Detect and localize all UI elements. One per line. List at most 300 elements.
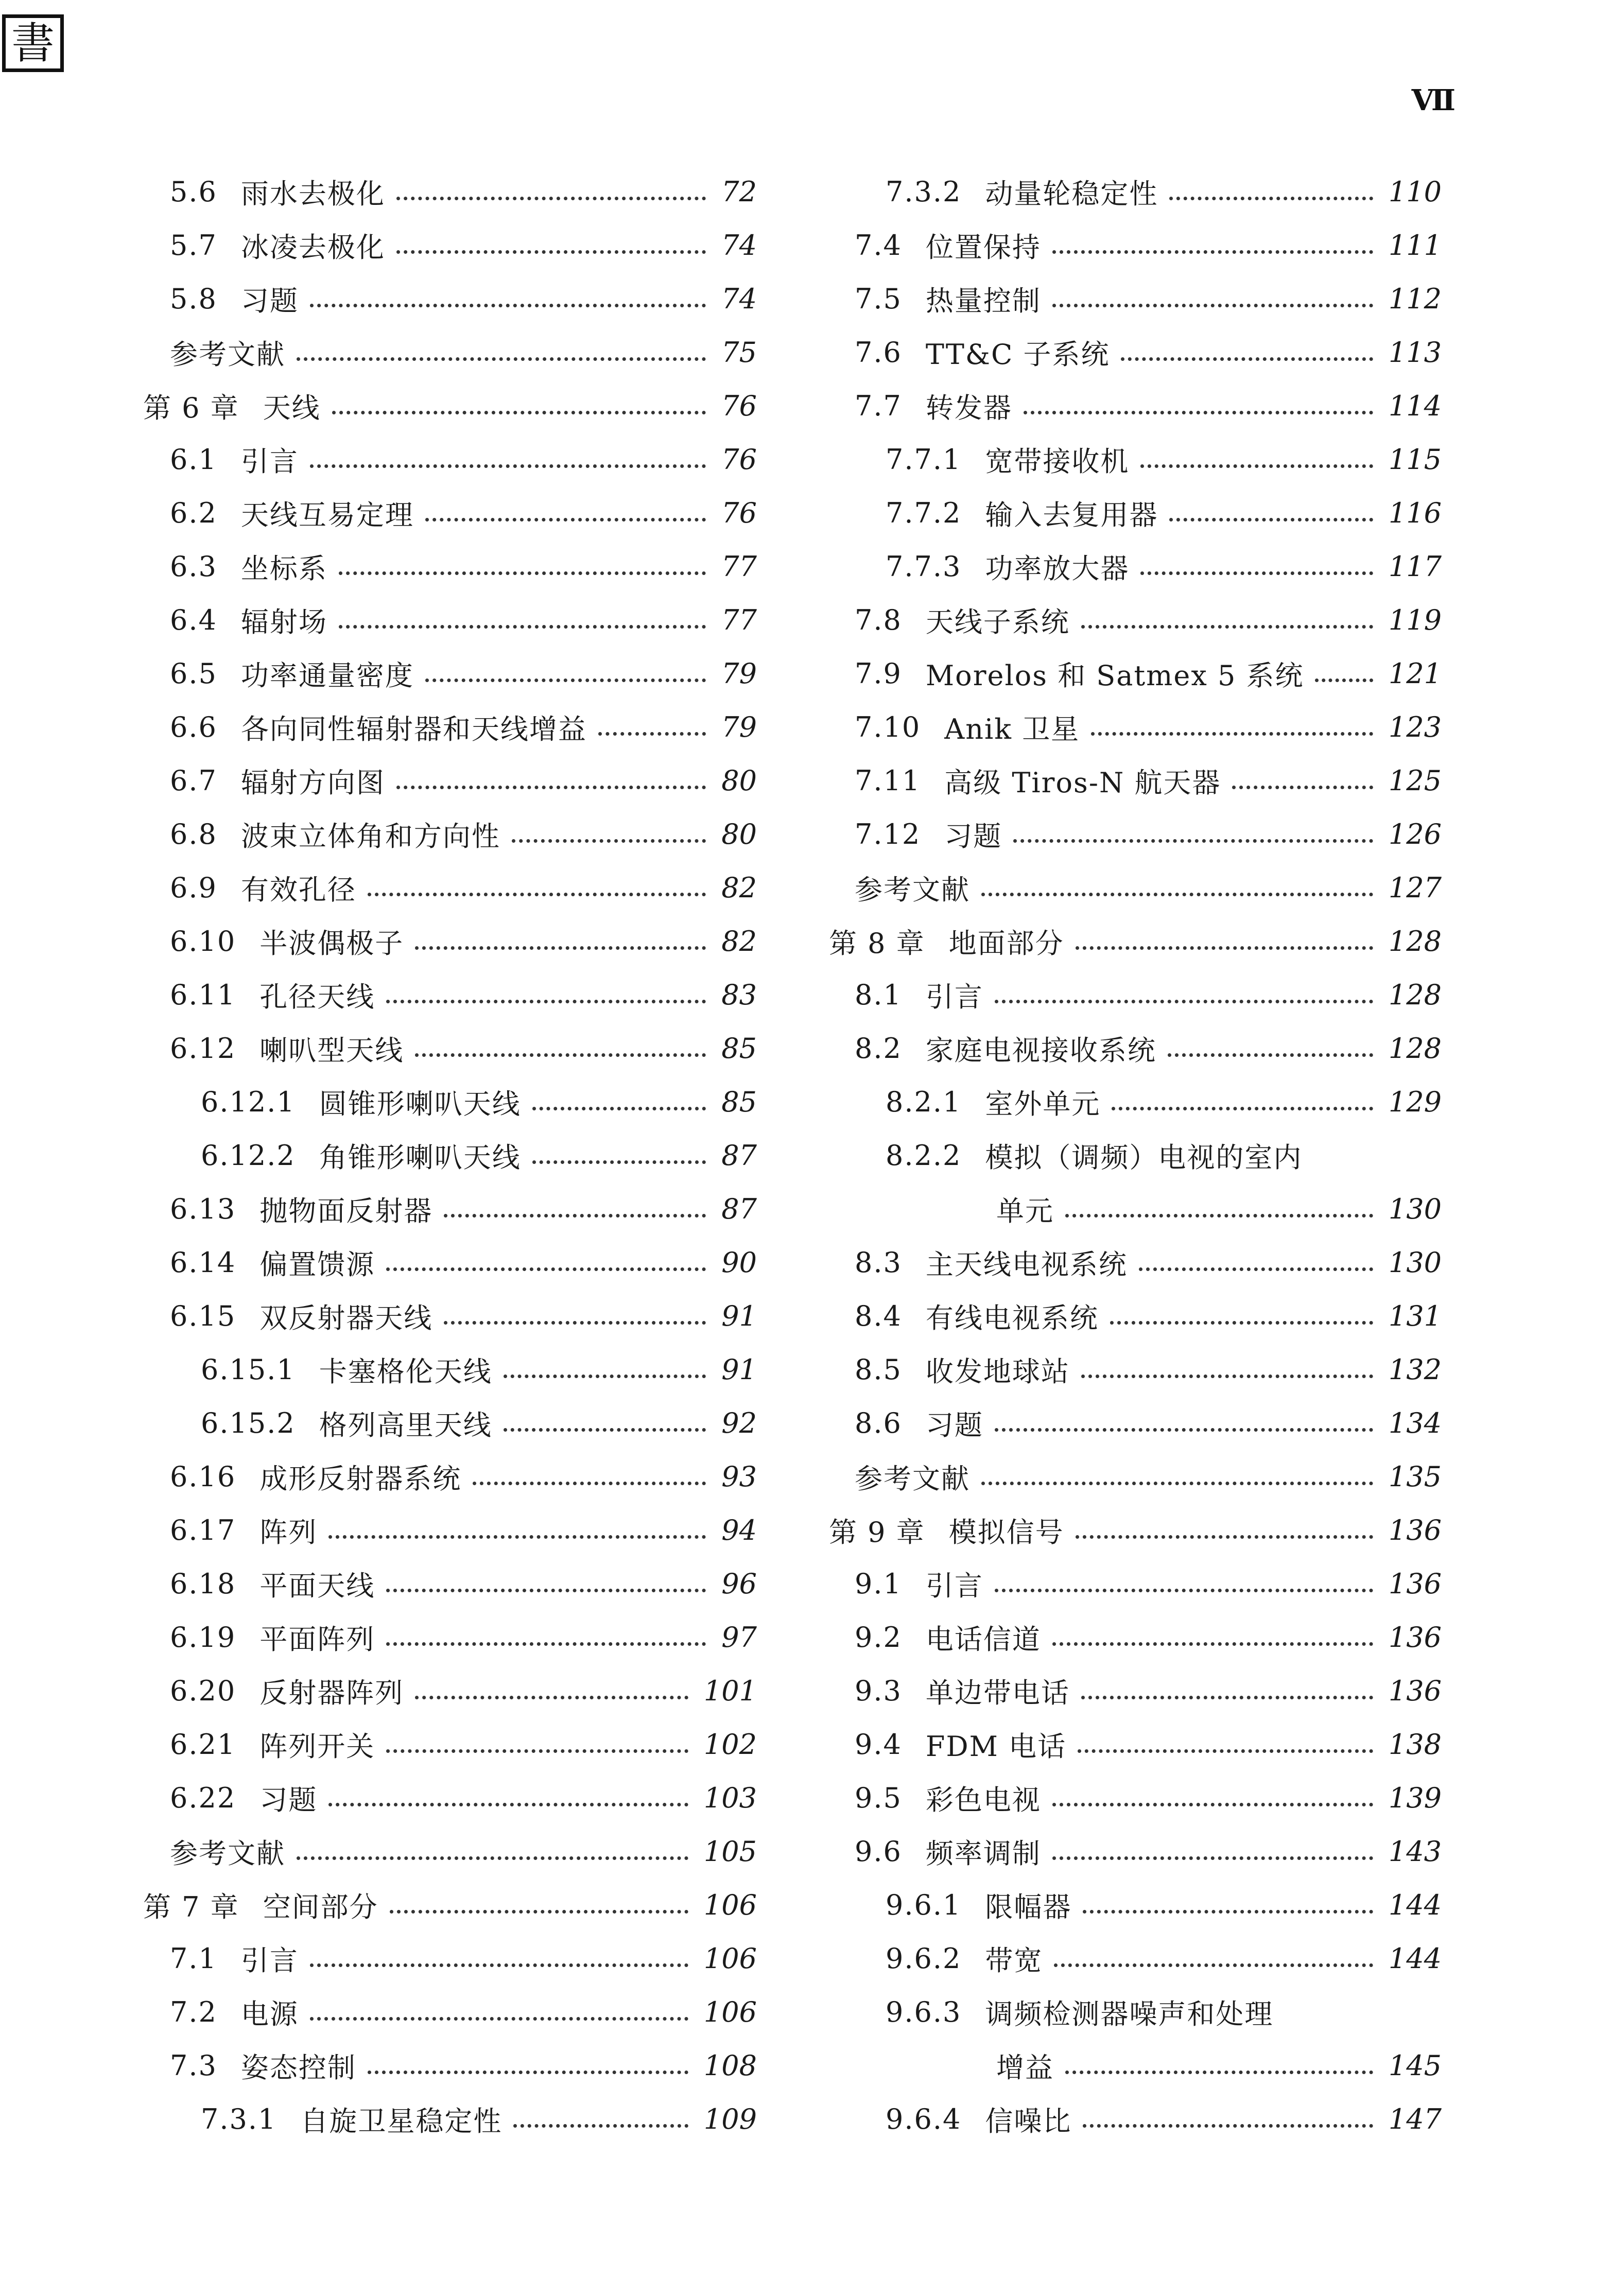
- toc-entry-number: 7.6: [855, 336, 902, 369]
- toc-entry-number: 9.6.2: [886, 1942, 962, 1975]
- toc-entry: [170, 1450, 757, 1503]
- toc-entry-title: 半波偶极子: [259, 927, 404, 960]
- toc-dot-leader: [1121, 329, 1373, 361]
- toc-dot-leader: [1013, 811, 1373, 843]
- toc-entry: [886, 1075, 1442, 1128]
- toc-entry-page: 116: [1388, 496, 1442, 529]
- toc-entry-number: 6.20: [170, 1674, 236, 1707]
- toc-entry-page: 92: [721, 1406, 757, 1439]
- toc-dot-leader: [532, 1079, 706, 1110]
- toc-entry: [855, 1717, 1442, 1771]
- toc-dot-leader: [390, 1882, 688, 1914]
- toc-entry-page: 131: [1388, 1299, 1442, 1332]
- toc-entry: [855, 272, 1442, 325]
- toc-entry-page: 77: [721, 550, 757, 583]
- toc-entry: [170, 1610, 757, 1664]
- toc-dot-leader: [981, 865, 1373, 896]
- toc-entry-number: 7.1: [170, 1942, 217, 1975]
- toc-entry-title: 调频检测器噪声和处理: [985, 1997, 1274, 2030]
- toc-entry-page: 129: [1388, 1085, 1442, 1118]
- toc-entry-title: 引言: [240, 445, 299, 478]
- toc-entry-number: 6.22: [170, 1781, 236, 1814]
- toc-entry: [855, 1771, 1442, 1824]
- toc-entry: [170, 914, 757, 968]
- toc-entry: [855, 1343, 1442, 1396]
- toc-dot-leader: [1052, 1775, 1373, 1806]
- toc-dot-leader: [386, 1240, 706, 1271]
- toc-entry-title: 家庭电视接收系统: [925, 1034, 1156, 1067]
- toc-entry: [170, 1771, 757, 1824]
- toc-entry-title: Anik 卫星: [944, 712, 1080, 745]
- toc-entry-page: 105: [703, 1835, 757, 1868]
- toc-entry-title: 平面天线: [259, 1569, 375, 1602]
- toc-entry-title: 波束立体角和方向性: [240, 820, 500, 853]
- toc-entry-number: 6.6: [170, 710, 217, 743]
- toc-entry: [886, 1985, 1442, 2039]
- toc-dot-leader: [513, 2096, 688, 2128]
- toc-dot-leader: [512, 811, 706, 843]
- toc-entry-page: 108: [703, 2049, 757, 2082]
- toc-entry-number: 7.4: [855, 229, 902, 262]
- toc-entry: [201, 2092, 757, 2146]
- toc-dot-leader: [386, 1561, 706, 1592]
- toc-entry-number: 6.3: [170, 550, 217, 583]
- toc-entry-number: 7.8: [855, 603, 902, 636]
- toc-dot-leader: [995, 1400, 1373, 1432]
- toc-entry-number: 9.6.4: [886, 2102, 962, 2135]
- toc-entry-title: 圆锥形喇叭天线: [319, 1087, 521, 1120]
- toc-entry: [170, 1182, 757, 1236]
- toc-entry: [170, 1717, 757, 1771]
- toc-entry-title: 雨水去极化: [240, 177, 385, 210]
- toc-entry-number: 7.7.1: [886, 443, 962, 476]
- toc-entry-title: 偏置馈源: [259, 1248, 375, 1281]
- toc-entry-title: 功率放大器: [985, 552, 1130, 585]
- toc-entry-title: 高级 Tiros-N 航天器: [944, 766, 1221, 799]
- toc-entry-page: 130: [1388, 1192, 1442, 1225]
- toc-entry: [996, 2039, 1442, 2092]
- toc-entry-title: 频率调制: [925, 1837, 1041, 1870]
- toc-dot-leader: [598, 704, 706, 736]
- toc-entry-number: 6.16: [170, 1460, 236, 1493]
- toc-dot-leader: [1168, 1025, 1373, 1057]
- toc-dot-leader: [1054, 1936, 1373, 1967]
- toc-entry-title: 带宽: [985, 1944, 1043, 1977]
- toc-entry-number: 5.6: [170, 175, 217, 208]
- toc-entry-page: 112: [1388, 282, 1442, 315]
- toc-entry-number: 7.7.3: [886, 550, 962, 583]
- toc-entry-page: 138: [1388, 1728, 1442, 1761]
- toc-entry-title: 参考文献: [170, 338, 285, 371]
- toc-entry: [143, 1878, 757, 1932]
- toc-dot-leader: [310, 437, 706, 468]
- toc-entry-title: TT&C 子系统: [925, 338, 1110, 371]
- toc-entry: [829, 1503, 1442, 1557]
- toc-dot-leader: [425, 490, 706, 521]
- toc-entry-number: 6.12.1: [201, 1085, 296, 1118]
- toc-entry-title: 限幅器: [985, 1890, 1072, 1923]
- toc-entry-page: 113: [1388, 336, 1442, 369]
- toc-entry-number: 8.3: [855, 1246, 902, 1279]
- toc-dot-leader: [339, 597, 706, 629]
- toc-entry-page: 119: [1388, 603, 1442, 636]
- toc-entry-title: 参考文献: [855, 1462, 970, 1495]
- toc-dot-leader: [1140, 544, 1373, 575]
- toc-entry-number: 6.15: [170, 1299, 236, 1332]
- toc-entry-number: 8.2.2: [886, 1139, 962, 1172]
- toc-entry: [170, 968, 757, 1021]
- toc-entry-page: 114: [1388, 389, 1442, 422]
- toc-dot-leader: [1083, 2096, 1373, 2128]
- toc-entry-title: 冰凌去极化: [240, 231, 385, 264]
- toc-entry: [170, 1503, 757, 1557]
- toc-entry: [855, 807, 1442, 861]
- toc-entry-number: 6.11: [170, 978, 236, 1011]
- toc-entry-title: 习题: [944, 820, 1002, 853]
- toc-entry-number: 9.1: [855, 1567, 902, 1600]
- toc-entry-title: 引言: [240, 1944, 299, 1977]
- toc-entry-page: 145: [1388, 2049, 1442, 2082]
- toc-entry-number: 7.7.2: [886, 496, 962, 529]
- toc-entry-page: 136: [1388, 1674, 1442, 1707]
- toc-entry-number: 9.4: [855, 1728, 902, 1761]
- toc-entry: [170, 861, 757, 914]
- toc-dot-leader: [339, 544, 706, 575]
- toc-entry-page: 76: [721, 389, 757, 422]
- toc-entry-title: 动量轮稳定性: [985, 177, 1158, 210]
- toc-entry-page: 90: [721, 1246, 757, 1279]
- toc-entry-title: 喇叭型天线: [259, 1034, 404, 1067]
- toc-entry-number: 8.2: [855, 1032, 902, 1065]
- toc-entry-title: 习题: [925, 1408, 983, 1441]
- toc-dot-leader: [310, 276, 706, 307]
- toc-entry-title: 宽带接收机: [985, 445, 1130, 478]
- toc-dot-leader: [415, 1025, 706, 1057]
- toc-entry: [170, 807, 757, 861]
- toc-entry-title: 模拟（调频）电视的室内: [985, 1141, 1303, 1174]
- toc-entry-number: 9.6: [855, 1835, 902, 1868]
- toc-entry-number: 8.6: [855, 1406, 902, 1439]
- toc-entry-title: 参考文献: [855, 873, 970, 906]
- toc-entry-number: 6.4: [170, 603, 217, 636]
- toc-entry-number: 7.3.2: [886, 175, 962, 208]
- toc-dot-leader: [1024, 383, 1373, 414]
- toc-entry: [201, 1396, 757, 1450]
- toc-entry-title: 天线: [263, 391, 321, 424]
- toc-entry-title: 引言: [925, 1569, 983, 1602]
- toc-entry: [855, 1236, 1442, 1289]
- toc-entry: [170, 1557, 757, 1610]
- toc-dot-leader: [995, 1561, 1373, 1592]
- toc-entry-title: 功率通量密度: [240, 659, 414, 692]
- toc-entry-number: 6.15.2: [201, 1406, 296, 1439]
- toc-entry-number: 9.3: [855, 1674, 902, 1707]
- toc-entry: [170, 486, 757, 540]
- toc-entry-title: 孔径天线: [259, 980, 375, 1013]
- toc-dot-leader: [444, 1293, 706, 1325]
- toc-entry-page: 115: [1388, 443, 1442, 476]
- toc-entry-number: 6.12.2: [201, 1139, 296, 1172]
- toc-entry: [143, 379, 757, 432]
- toc-entry-title: 卡塞格伦天线: [319, 1355, 492, 1388]
- toc-dot-leader: [1083, 1882, 1373, 1914]
- toc-entry-number: 第 7 章: [143, 1890, 239, 1923]
- toc-dot-leader: [995, 972, 1373, 1003]
- toc-entry: [855, 700, 1442, 754]
- toc-entry-title: 成形反射器系统: [259, 1462, 462, 1495]
- toc-entry-title: 有效孔径: [240, 873, 356, 906]
- toc-dot-leader: [328, 1775, 688, 1806]
- toc-dot-leader: [1112, 1079, 1373, 1110]
- toc-entry-title: 各向同性辐射器和天线增益: [240, 712, 587, 745]
- toc-dot-leader: [1139, 1240, 1373, 1271]
- toc-entry-number: 6.2: [170, 496, 217, 529]
- toc-entry-title: 天线互易定理: [240, 498, 414, 531]
- toc-entry-title: 天线子系统: [925, 605, 1070, 638]
- toc-entry-number: 6.21: [170, 1728, 236, 1761]
- toc-entry-page: 85: [721, 1085, 757, 1118]
- toc-entry-page: 111: [1388, 229, 1442, 262]
- toc-dot-leader: [1091, 704, 1373, 736]
- toc-entry: [170, 1021, 757, 1075]
- toc-dot-leader: [1081, 1347, 1373, 1378]
- toc-dot-leader: [328, 1507, 706, 1539]
- toc-entry-page: 123: [1388, 710, 1442, 743]
- toc-entry-title: 阵列开关: [259, 1730, 375, 1763]
- toc-entry-number: 8.5: [855, 1353, 902, 1386]
- toc-entry-page: 80: [721, 764, 757, 797]
- toc-entry: [855, 1289, 1442, 1343]
- toc-entry-page: 135: [1388, 1460, 1442, 1493]
- toc-entry-page: 82: [721, 925, 757, 958]
- toc-entry: [855, 379, 1442, 432]
- toc-entry-title: 引言: [925, 980, 983, 1013]
- toc-entry-page: 93: [721, 1460, 757, 1493]
- toc-entry-title: 增益: [996, 2051, 1054, 2084]
- toc-entry: [170, 432, 757, 486]
- toc-entry: [886, 1128, 1442, 1182]
- toc-entry: [855, 218, 1442, 272]
- toc-entry-number: 第 6 章: [143, 391, 239, 424]
- toc-dot-leader: [386, 972, 706, 1003]
- toc-entry-title: 姿态控制: [240, 2051, 356, 2084]
- toc-entry: [170, 1664, 757, 1717]
- toc-entry-number: 7.11: [855, 764, 921, 797]
- toc-entry-number: 6.13: [170, 1192, 236, 1225]
- toc-entry-page: 128: [1388, 1032, 1442, 1065]
- toc-entry: [886, 2092, 1442, 2146]
- toc-entry-page: 106: [703, 1995, 757, 2028]
- toc-dot-leader: [1076, 1507, 1373, 1539]
- toc-dot-leader: [1078, 1721, 1373, 1753]
- toc-entry-title: 空间部分: [263, 1890, 378, 1923]
- toc-dot-leader: [1315, 651, 1373, 682]
- toc-entry-number: 6.1: [170, 443, 217, 476]
- toc-dot-leader: [504, 1347, 706, 1378]
- toc-entry-title: 参考文献: [170, 1837, 285, 1870]
- toc-entry-page: 144: [1388, 1942, 1442, 1975]
- toc-entry-number: 8.1: [855, 978, 902, 1011]
- toc-entry: [170, 700, 757, 754]
- toc-entry: [170, 272, 757, 325]
- toc-entry: [886, 486, 1442, 540]
- toc-entry-page: 121: [1388, 657, 1442, 690]
- toc-entry-number: 6.8: [170, 817, 217, 850]
- toc-entry: [170, 754, 757, 807]
- toc-dot-leader: [1076, 918, 1373, 950]
- toc-entry-number: 9.2: [855, 1621, 902, 1654]
- toc-dot-leader: [368, 865, 706, 896]
- toc-entry: [170, 218, 757, 272]
- toc-entry-number: 6.7: [170, 764, 217, 797]
- toc-entry: [855, 1610, 1442, 1664]
- toc-dot-leader: [1110, 1293, 1373, 1325]
- toc-entry-number: 7.7: [855, 389, 902, 422]
- toc-dot-leader: [504, 1400, 706, 1432]
- toc-dot-leader: [368, 2043, 688, 2074]
- toc-entry-title: 抛物面反射器: [259, 1194, 433, 1227]
- toc-entry-title: 单边带电话: [925, 1676, 1070, 1709]
- toc-entry-page: 110: [1388, 175, 1442, 208]
- toc-entry-number: 6.17: [170, 1514, 236, 1546]
- toc-dot-leader: [1052, 276, 1373, 307]
- toc-entry-page: 80: [721, 817, 757, 850]
- toc-entry: [170, 165, 757, 218]
- toc-dot-leader: [1140, 437, 1373, 468]
- toc-entry-page: 125: [1388, 764, 1442, 797]
- toc-entry: [170, 540, 757, 593]
- toc-entry-number: 6.15.1: [201, 1353, 296, 1386]
- toc-entry-number: 9.6.1: [886, 1888, 962, 1921]
- toc-entry: [886, 165, 1442, 218]
- toc-entry-page: 101: [703, 1674, 757, 1707]
- toc-entry-title: 坐标系: [240, 552, 327, 585]
- toc-entry-page: 103: [703, 1781, 757, 1814]
- toc-entry-title: 地面部分: [948, 927, 1064, 960]
- toc-entry: [201, 1343, 757, 1396]
- toc-entry-number: 7.3: [170, 2049, 217, 2082]
- toc-entry: [855, 968, 1442, 1021]
- toc-entry-number: 第 8 章: [829, 927, 925, 960]
- toc-entry: [170, 1236, 757, 1289]
- toc-dot-leader: [310, 1989, 688, 2021]
- toc-entry-page: 87: [721, 1192, 757, 1225]
- toc-entry-page: 91: [721, 1299, 757, 1332]
- toc-entry: [170, 2039, 757, 2092]
- toc-entry-page: 126: [1388, 817, 1442, 850]
- toc-entry-page: 87: [721, 1139, 757, 1172]
- toc-dot-leader: [1065, 1186, 1373, 1217]
- toc-entry-page: 77: [721, 603, 757, 636]
- toc-dot-leader: [1081, 1668, 1373, 1699]
- toc-entry-page: 102: [703, 1728, 757, 1761]
- toc-entry-number: 5.8: [170, 282, 217, 315]
- toc-dot-leader: [310, 1936, 688, 1967]
- toc-entry: [170, 593, 757, 647]
- toc-entry-number: 6.18: [170, 1567, 236, 1600]
- toc-dot-leader: [396, 758, 706, 789]
- toc-entry-page: 79: [721, 710, 757, 743]
- toc-entry-page: 106: [703, 1942, 757, 1975]
- toc-entry-title: 辐射方向图: [240, 766, 385, 799]
- toc-entry-title: Morelos 和 Satmex 5 系统: [925, 659, 1304, 692]
- toc-entry-page: 75: [721, 336, 757, 369]
- toc-entry-title: 室外单元: [985, 1087, 1101, 1120]
- toc-entry-page: 74: [721, 229, 757, 262]
- toc-dot-leader: [297, 329, 706, 361]
- toc-entry-title: 主天线电视系统: [925, 1248, 1128, 1281]
- toc-entry: [201, 1075, 757, 1128]
- toc-dot-leader: [297, 1829, 688, 1860]
- toc-dot-leader: [473, 1454, 706, 1485]
- toc-entry-page: 91: [721, 1353, 757, 1386]
- toc-entry-page: 136: [1388, 1621, 1442, 1654]
- toc-entry-title: 有线电视系统: [925, 1301, 1099, 1334]
- toc-dot-leader: [1052, 1614, 1373, 1646]
- toc-entry-title: 辐射场: [240, 605, 327, 638]
- toc-entry-title: 格列高里天线: [319, 1408, 492, 1441]
- toc-dot-leader: [1052, 1829, 1373, 1860]
- toc-entry-title: 转发器: [925, 391, 1012, 424]
- toc-entry: [855, 861, 1442, 914]
- toc-dot-leader: [1065, 2043, 1373, 2074]
- toc-entry-page: 136: [1388, 1567, 1442, 1600]
- toc-entry-title: 位置保持: [925, 231, 1041, 264]
- toc-dot-leader: [1169, 169, 1373, 200]
- toc-entry-page: 147: [1388, 2102, 1442, 2135]
- toc-entry-page: 109: [703, 2102, 757, 2135]
- toc-entry-title: 电话信道: [925, 1623, 1041, 1656]
- toc-entry-page: 82: [721, 871, 757, 904]
- toc-entry-title: 单元: [996, 1194, 1054, 1227]
- toc-entry: [855, 1557, 1442, 1610]
- toc-entry: [855, 1664, 1442, 1717]
- toc-entry: [996, 1182, 1442, 1236]
- toc-entry-title: 热量控制: [925, 284, 1041, 317]
- toc-entry-page: 139: [1388, 1781, 1442, 1814]
- toc-entry-number: 7.12: [855, 817, 921, 850]
- toc-dot-leader: [532, 1133, 706, 1164]
- toc-dot-leader: [332, 383, 706, 414]
- toc-entry-page: 117: [1388, 550, 1442, 583]
- toc-entry-page: 144: [1388, 1888, 1442, 1921]
- toc-entry-title: 电源: [240, 1997, 299, 2030]
- toc-entry-number: 7.3.1: [201, 2102, 277, 2135]
- toc-dot-leader: [1081, 597, 1373, 629]
- toc-entry-number: 7.5: [855, 282, 902, 315]
- toc-entry: [855, 325, 1442, 379]
- toc-entry-number: 8.2.1: [886, 1085, 962, 1118]
- toc-dot-leader: [981, 1454, 1373, 1485]
- toc-entry-page: 74: [721, 282, 757, 315]
- toc-entry-title: 反射器阵列: [259, 1676, 404, 1709]
- toc-entry: [855, 1824, 1442, 1878]
- toc-entry-number: 8.4: [855, 1299, 902, 1332]
- toc-entry: [855, 1021, 1442, 1075]
- toc-entry-number: 6.19: [170, 1621, 236, 1654]
- toc-entry-page: 96: [721, 1567, 757, 1600]
- toc-entry-number: 6.9: [170, 871, 217, 904]
- toc-entry-number: 7.9: [855, 657, 902, 690]
- toc-entry-title: 模拟信号: [948, 1516, 1064, 1549]
- toc-entry-page: 130: [1388, 1246, 1442, 1279]
- page-number: Ⅶ: [1411, 83, 1456, 117]
- toc-dot-leader: [1052, 222, 1373, 254]
- toc-entry: [855, 1396, 1442, 1450]
- toc-entry-page: 76: [721, 496, 757, 529]
- toc-entry: [829, 914, 1442, 968]
- toc-entry-page: 85: [721, 1032, 757, 1065]
